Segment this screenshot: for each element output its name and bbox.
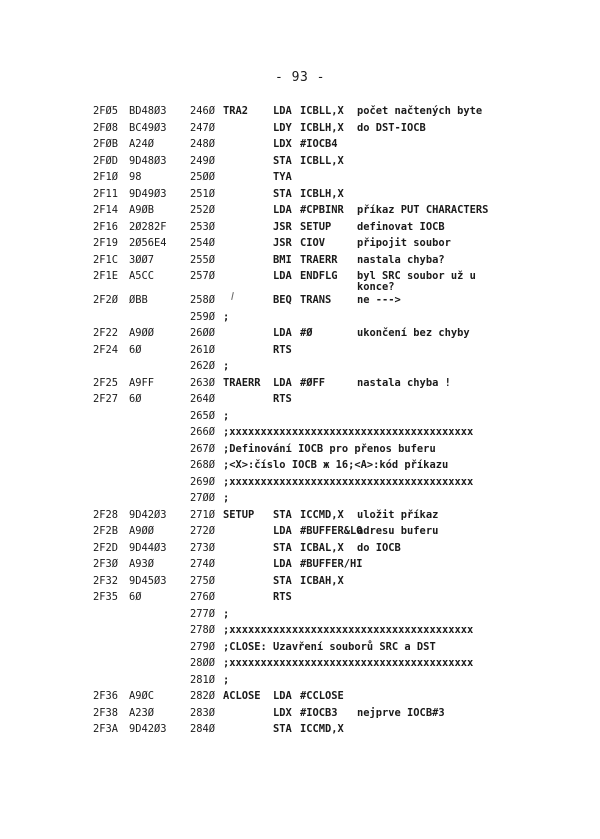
page-number: - 93 - <box>275 70 325 85</box>
object-code: A9ØØ <box>129 327 155 339</box>
line-number: 276Ø <box>190 591 216 603</box>
mnemonic: STA <box>273 508 292 521</box>
comment-line: ;<X>:číslo IOCB ж 16;<A>:kód příkazu <box>223 459 449 471</box>
listing-line <box>0 358 600 375</box>
line-number: 277Ø <box>190 607 216 620</box>
address: 2F22 <box>93 327 119 339</box>
object-code: 9D42Ø3 <box>129 723 167 735</box>
listing-line <box>0 186 600 203</box>
object-code: A24Ø <box>129 138 155 150</box>
line-number: 253Ø <box>190 220 216 233</box>
comment-line: ; <box>223 409 230 422</box>
listing-line <box>0 169 600 186</box>
listing-line <box>0 705 600 722</box>
address: 2F25 <box>93 376 119 389</box>
mnemonic: LDA <box>273 105 292 117</box>
comment-line: ;xxxxxxxxxxxxxxxxxxxxxxxxxxxxxxxxxxxxxxx <box>223 624 474 636</box>
comment: příkaz PUT CHARACTERS <box>357 204 489 216</box>
mnemonic: LDA <box>273 204 292 216</box>
comment-line: ; <box>223 360 230 372</box>
comment: do IOCB <box>357 541 401 554</box>
listing-line <box>0 655 600 672</box>
operand: SETUP <box>300 220 332 233</box>
line-number: 264Ø <box>190 393 216 405</box>
line-number: 266Ø <box>190 426 216 438</box>
listing-line <box>0 202 600 219</box>
pen-mark <box>231 292 234 300</box>
line-number: 259Ø <box>190 310 216 323</box>
operand: #CCLOSE <box>300 690 344 702</box>
operand: #ØFF <box>300 376 326 389</box>
listing-line <box>0 153 600 170</box>
address: 2F1E <box>93 270 119 282</box>
object-code: 9D45Ø3 <box>129 574 167 587</box>
line-number: 257Ø <box>190 270 216 282</box>
mnemonic: LDX <box>273 706 292 719</box>
object-code: 3ØØ7 <box>129 253 155 266</box>
listing-line <box>0 490 600 507</box>
mnemonic: BEQ <box>273 294 292 306</box>
mnemonic: LDA <box>273 558 292 570</box>
object-code: A9ØØ <box>129 525 155 537</box>
address: 2F19 <box>93 237 119 249</box>
comment: byl SRC soubor už u konce? <box>357 270 476 293</box>
line-number: 284Ø <box>190 723 216 735</box>
listing-line <box>0 589 600 606</box>
operand: #BUFFER&LO <box>300 525 363 537</box>
address: 2F2B <box>93 525 119 537</box>
listing-line <box>0 292 600 309</box>
object-code: 9D49Ø3 <box>129 187 167 200</box>
operand: ICBLL,X <box>300 105 344 117</box>
listing-line <box>0 103 600 120</box>
listing-line <box>0 474 600 491</box>
line-number: 281Ø <box>190 673 216 686</box>
comment: počet načtených byte <box>357 105 483 117</box>
line-number: 265Ø <box>190 409 216 422</box>
object-code: 9D42Ø3 <box>129 508 167 521</box>
line-number: 247Ø <box>190 121 216 134</box>
comment-line: ; <box>223 310 230 323</box>
line-number: 269Ø <box>190 475 216 488</box>
listing-line <box>0 721 600 738</box>
listing-line <box>0 268 600 292</box>
listing-line <box>0 235 600 252</box>
object-code: 9D48Ø3 <box>129 154 167 167</box>
object-code: A9ØC <box>129 690 155 702</box>
object-code: ØBB <box>129 294 148 306</box>
object-code: 9D44Ø3 <box>129 541 167 554</box>
address: 2F3A <box>93 723 119 735</box>
mnemonic: LDA <box>273 376 292 389</box>
object-code: A9ØB <box>129 204 155 216</box>
mnemonic: LDA <box>273 525 292 537</box>
line-number: 261Ø <box>190 343 216 356</box>
line-number: 272Ø <box>190 525 216 537</box>
line-number: 249Ø <box>190 154 216 167</box>
mnemonic: LDX <box>273 138 292 150</box>
mnemonic: JSR <box>273 220 292 233</box>
listing-line <box>0 507 600 524</box>
listing-line <box>0 325 600 342</box>
mnemonic: RTS <box>273 393 292 405</box>
operand: ICBLH,X <box>300 121 344 134</box>
object-code: 2Ø56E4 <box>129 237 167 249</box>
address: 2FØD <box>93 154 119 167</box>
mnemonic: BMI <box>273 253 292 266</box>
address: 2F32 <box>93 574 119 587</box>
line-number: 271Ø <box>190 508 216 521</box>
line-number: 273Ø <box>190 541 216 554</box>
line-number: 26ØØ <box>190 327 216 339</box>
listing-line <box>0 424 600 441</box>
operand: #IOCB4 <box>300 138 338 150</box>
address: 2F11 <box>93 187 119 200</box>
mnemonic: RTS <box>273 343 292 356</box>
operand: CIOV <box>300 237 326 249</box>
line-number: 263Ø <box>190 376 216 389</box>
line-number: 275Ø <box>190 574 216 587</box>
address: 2FØB <box>93 138 119 150</box>
listing-line <box>0 457 600 474</box>
operand: TRAERR <box>300 253 338 266</box>
address: 2F1C <box>93 253 119 266</box>
operand: #BUFFER/HI <box>300 558 363 570</box>
comment-line: ;xxxxxxxxxxxxxxxxxxxxxxxxxxxxxxxxxxxxxxx <box>223 426 474 438</box>
object-code: 6Ø <box>129 393 142 405</box>
address: 2F2D <box>93 541 119 554</box>
comment-line: ;CLOSE: Uzavření souborů SRC a DST <box>223 640 436 653</box>
listing-line <box>0 342 600 359</box>
line-number: 274Ø <box>190 558 216 570</box>
operand: ICBLL,X <box>300 154 344 167</box>
listing-line <box>0 391 600 408</box>
listing-line <box>0 136 600 153</box>
address: 2F35 <box>93 591 119 603</box>
listing-line <box>0 120 600 137</box>
line-number: 278Ø <box>190 624 216 636</box>
line-number: 246Ø <box>190 105 216 117</box>
address: 2F38 <box>93 706 119 719</box>
mnemonic: STA <box>273 541 292 554</box>
label: SETUP <box>223 508 255 521</box>
listing-line <box>0 219 600 236</box>
line-number: 28ØØ <box>190 657 216 669</box>
line-number: 282Ø <box>190 690 216 702</box>
listing-line <box>0 639 600 656</box>
address: 2F1Ø <box>93 171 119 183</box>
comment: definovat IOCB <box>357 220 445 233</box>
comment: nastala chyba ! <box>357 376 451 389</box>
line-number: 279Ø <box>190 640 216 653</box>
address: 2F16 <box>93 220 119 233</box>
listing-line <box>0 540 600 557</box>
listing-line <box>0 408 600 425</box>
comment: uložit příkaz <box>357 508 439 521</box>
mnemonic: LDY <box>273 121 292 134</box>
mnemonic: STA <box>273 187 292 200</box>
mnemonic: STA <box>273 154 292 167</box>
comment-line: ;xxxxxxxxxxxxxxxxxxxxxxxxxxxxxxxxxxxxxxx <box>223 657 474 669</box>
object-code: 98 <box>129 171 142 183</box>
object-code: 2Ø282F <box>129 220 167 233</box>
listing-line <box>0 556 600 573</box>
operand: #IOCB3 <box>300 706 338 719</box>
object-code: 6Ø <box>129 343 142 356</box>
object-code: A93Ø <box>129 558 155 570</box>
object-code: A23Ø <box>129 706 155 719</box>
object-code: BC49Ø3 <box>129 121 167 134</box>
assembly-listing <box>0 103 600 738</box>
address: 2F28 <box>93 508 119 521</box>
object-code: A9FF <box>129 376 155 389</box>
line-number: 262Ø <box>190 360 216 372</box>
listing-line <box>0 375 600 392</box>
comment-line: ;Definování IOCB pro přenos buferu <box>223 442 436 455</box>
comment: adresu buferu <box>357 525 439 537</box>
comment: nastala chyba? <box>357 253 445 266</box>
comment: připojit soubor <box>357 237 451 249</box>
mnemonic: JSR <box>273 237 292 249</box>
operand: #Ø <box>300 327 313 339</box>
label: ACLOSE <box>223 690 261 702</box>
operand: #CPBINR <box>300 204 344 216</box>
operand: ICCMD,X <box>300 508 344 521</box>
listing-line <box>0 441 600 458</box>
comment: do DST-IOCB <box>357 121 426 134</box>
operand: TRANS <box>300 294 332 306</box>
address: 2F2Ø <box>93 294 119 306</box>
comment-line: ; <box>223 673 230 686</box>
address: 2F3Ø <box>93 558 119 570</box>
line-number: 255Ø <box>190 253 216 266</box>
line-number: 268Ø <box>190 459 216 471</box>
mnemonic: LDA <box>273 690 292 702</box>
line-number: 252Ø <box>190 204 216 216</box>
listing-line <box>0 606 600 623</box>
line-number: 258Ø <box>190 294 216 306</box>
line-number: 27ØØ <box>190 492 216 504</box>
mnemonic: TYA <box>273 171 292 183</box>
operand: ICBAL,X <box>300 541 344 554</box>
operand: ICBLH,X <box>300 187 344 200</box>
object-code: A5CC <box>129 270 155 282</box>
mnemonic: LDA <box>273 327 292 339</box>
mnemonic: LDA <box>273 270 292 282</box>
operand: ICCMD,X <box>300 723 344 735</box>
comment-line: ; <box>223 492 230 504</box>
mnemonic: STA <box>273 574 292 587</box>
comment: ukončení bez chyby <box>357 327 470 339</box>
object-code: BD48Ø3 <box>129 105 167 117</box>
listing-line <box>0 573 600 590</box>
line-number: 251Ø <box>190 187 216 200</box>
comment-line: ;xxxxxxxxxxxxxxxxxxxxxxxxxxxxxxxxxxxxxxx <box>223 475 474 488</box>
line-number: 25ØØ <box>190 171 216 183</box>
comment: ne ---> <box>357 294 401 306</box>
object-code: 6Ø <box>129 591 142 603</box>
operand: ICBAH,X <box>300 574 344 587</box>
address: 2F24 <box>93 343 119 356</box>
address: 2F14 <box>93 204 119 216</box>
comment-line: ; <box>223 607 230 620</box>
listing-line <box>0 622 600 639</box>
listing-line <box>0 672 600 689</box>
line-number: 283Ø <box>190 706 216 719</box>
address: 2FØ5 <box>93 105 119 117</box>
address: 2F36 <box>93 690 119 702</box>
listing-line <box>0 309 600 326</box>
operand: ENDFLG <box>300 270 338 282</box>
listing-line <box>0 252 600 269</box>
listing-line <box>0 688 600 705</box>
line-number: 254Ø <box>190 237 216 249</box>
line-number: 267Ø <box>190 442 216 455</box>
mnemonic: STA <box>273 723 292 735</box>
comment: nejprve IOCB#3 <box>357 706 445 719</box>
address: 2FØ8 <box>93 121 119 134</box>
listing-line <box>0 523 600 540</box>
address: 2F27 <box>93 393 119 405</box>
mnemonic: RTS <box>273 591 292 603</box>
label: TRA2 <box>223 105 249 117</box>
label: TRAERR <box>223 376 261 389</box>
line-number: 248Ø <box>190 138 216 150</box>
